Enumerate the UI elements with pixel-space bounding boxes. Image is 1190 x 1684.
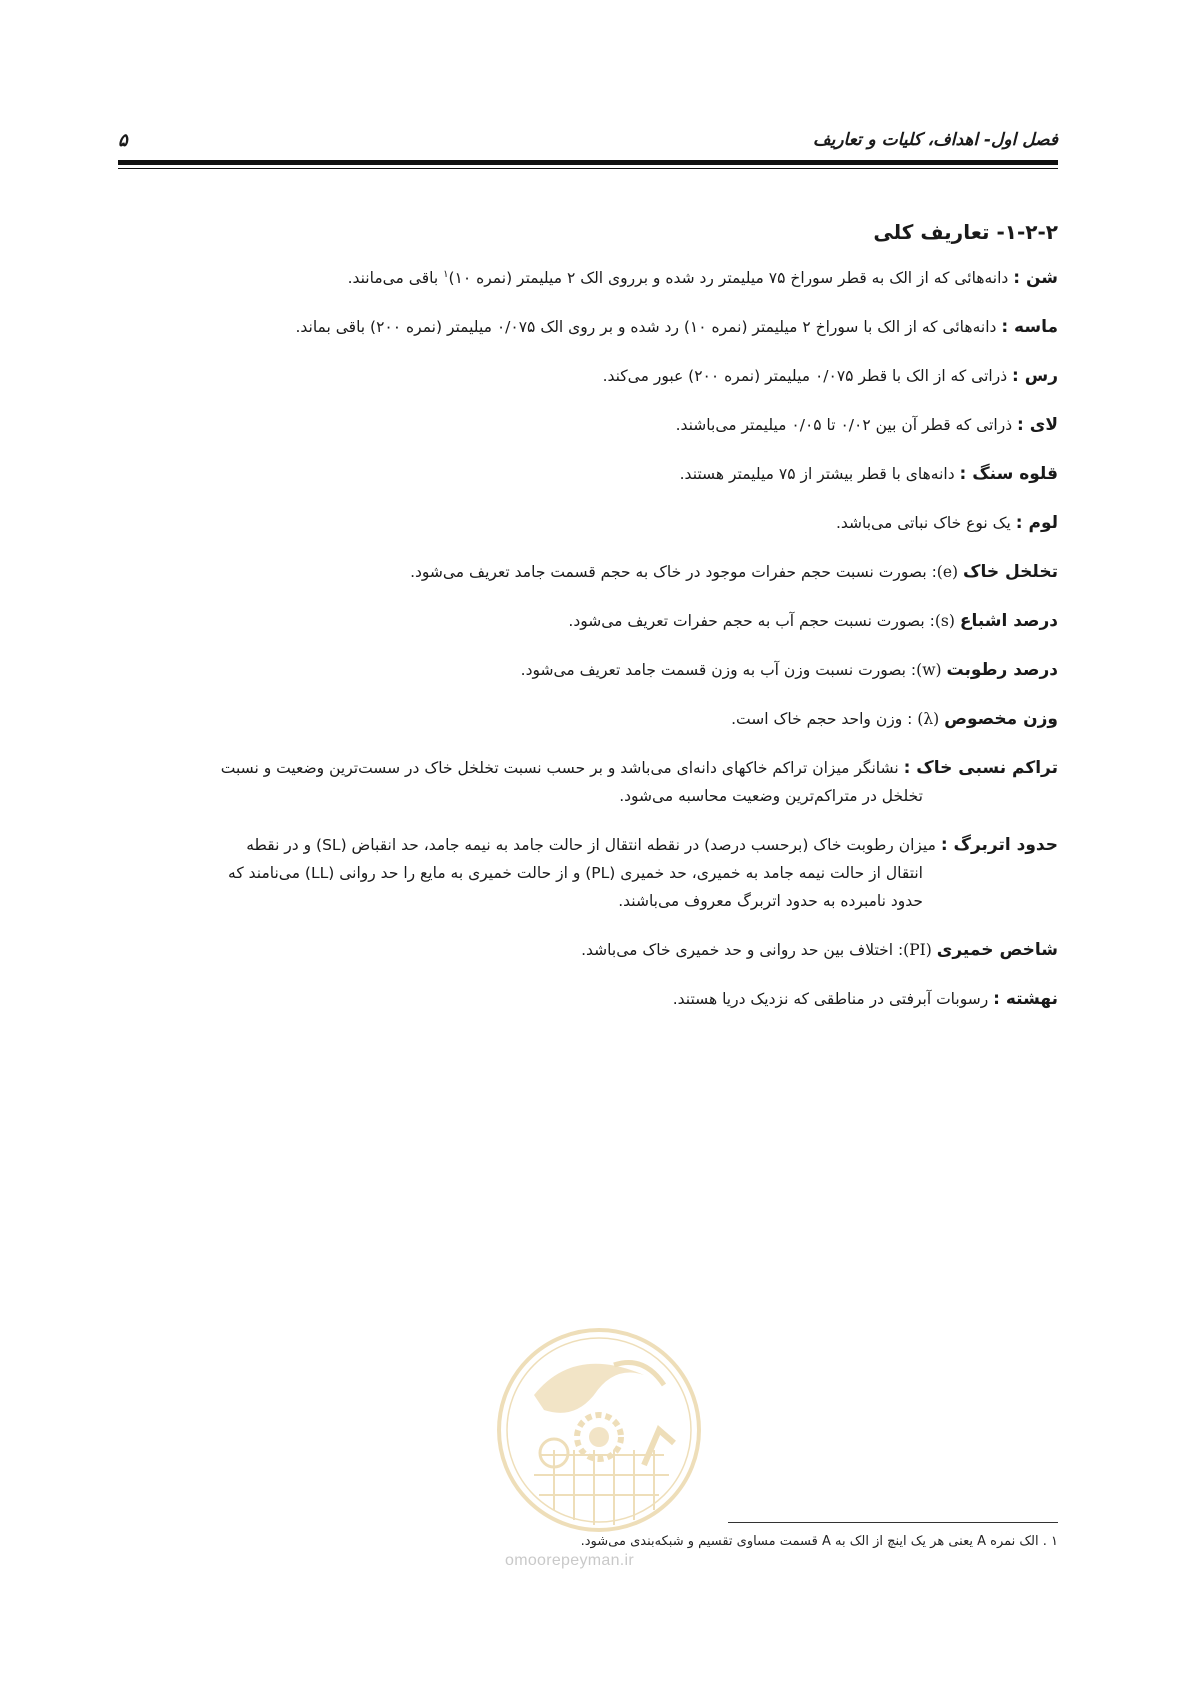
- definition-line-3: حدود نامبرده به حدود اتربرگ معروف می‌باشند.: [618, 892, 923, 910]
- footnote: ۱ . الک نمره A یعنی هر یک اینچ از الک به A قسمت مساوی تقسیم و شبکه‌بندی می‌شود.: [580, 1534, 1058, 1549]
- definition-text-after: باقی می‌مانند.: [347, 269, 444, 287]
- definition-line-2: انتقال از حالت نیمه جامد به خمیری، حد خمیری (PL) و از حالت خمیری به مایع را حد روانی (LL) می‌نامند که: [228, 864, 923, 882]
- term: لوم :: [1015, 513, 1058, 533]
- definition-text: : بصورت نسبت حجم حفرات موجود در خاک به حجم قسمت جامد تعریف می‌شود.: [410, 563, 937, 581]
- term: شاخص خمیری: [936, 940, 1058, 960]
- term: ماسه :: [1001, 317, 1058, 337]
- definition-text: : اختلاف بین حد روانی و حد خمیری خاک می‌باشد.: [581, 941, 904, 959]
- definition-ghloveh-sang: [118, 460, 1058, 488]
- definition-plasticity-index: [118, 936, 1058, 964]
- definition-loam: [118, 509, 1058, 537]
- definition-maseh: [118, 313, 1058, 341]
- definition-text: یک نوع خاک نباتی می‌باشد.: [835, 514, 1016, 532]
- definition-text: : وزن واحد حجم خاک است.: [731, 710, 918, 728]
- term: رس :: [1012, 366, 1058, 386]
- footnote-ref[interactable]: ۱: [443, 268, 449, 280]
- running-head: [118, 130, 1058, 156]
- definition-line-1: نشانگر میزان تراکم خاکهای دانه‌ای می‌باشد و بر حسب نسبت تخلخل خاک در سست‌ترین وضعیت و نسبت: [220, 759, 904, 777]
- definition-relative-density: [118, 754, 1058, 810]
- definition-moisture: [118, 656, 1058, 684]
- definition-porosity: [118, 558, 1058, 586]
- symbol: (e): [936, 563, 964, 581]
- term: درصد اشباع: [959, 611, 1058, 631]
- definition-atterberg-limits: [118, 831, 1058, 915]
- page-number: ۵: [118, 130, 128, 151]
- header-rule-thin: [118, 168, 1058, 169]
- definition-text: دانه‌هائی که از الک به قطر سوراخ ۷۵ میلیمتر رد شده و برروی الک ۲ میلیمتر (نمره ۱۰): [448, 269, 1014, 287]
- definition-line-1: میزان رطوبت خاک (برحسب درصد) در نقطه انتقال از حالت جامد به نیمه جامد، حد انقباض (SL) و در نقطه: [246, 836, 941, 854]
- watermark-url: omoorepeyman.ir: [505, 1552, 634, 1569]
- term: درصد رطوبت: [946, 660, 1058, 680]
- symbol: (λ): [917, 710, 945, 728]
- definition-text: ذراتی که قطر آن بین ۰/۰۲ تا ۰/۰۵ میلیمتر می‌باشند.: [675, 416, 1018, 434]
- body-content: [118, 220, 1058, 1034]
- term: قلوه سنگ :: [959, 464, 1058, 484]
- term: حدود اتربرگ :: [940, 835, 1058, 855]
- term: لای :: [1017, 415, 1058, 435]
- symbol: (PI): [903, 941, 937, 959]
- footnote-rule: [728, 1522, 1058, 1523]
- definition-ros: [118, 362, 1058, 390]
- symbol: (s): [934, 612, 960, 630]
- running-title: فصل اول- اهداف، کلیات و تعاریف: [812, 130, 1058, 150]
- definition-text: دانه‌هائی که از الک با سوراخ ۲ میلیمتر (نمره ۱۰) رد شده و بر روی الک ۰/۰۷۵ میلیمتر (نمره ۲۰۰) باقی بماند.: [295, 318, 1002, 336]
- symbol: (w): [916, 661, 947, 679]
- definition-line-2: تخلخل در متراکم‌ترین وضعیت محاسبه می‌شود.: [619, 787, 923, 805]
- term: نهشته :: [993, 989, 1058, 1009]
- term: شن :: [1013, 268, 1058, 288]
- term: وزن مخصوص: [944, 709, 1058, 729]
- definition-text: دانه‌های با قطر بیشتر از ۷۵ میلیمتر هستند.: [679, 465, 960, 483]
- definition-text: رسوبات آبرفتی در مناطقی که نزدیک دریا هستند.: [672, 990, 994, 1008]
- term: تخلخل خاک: [963, 562, 1058, 582]
- definition-shen: [118, 264, 1058, 292]
- watermark-logo: [494, 1325, 704, 1535]
- definition-saturation: [118, 607, 1058, 635]
- definition-text: : بصورت نسبت وزن آب به وزن قسمت جامد تعریف می‌شود.: [520, 661, 917, 679]
- definition-nahshteh: [118, 985, 1058, 1013]
- term: تراکم نسبی خاک :: [903, 758, 1058, 778]
- definition-text: ذراتی که از الک با قطر ۰/۰۷۵ میلیمتر (نمره ۲۰۰) عبور می‌کند.: [602, 367, 1013, 385]
- definition-lay: [118, 411, 1058, 439]
- section-heading: ۱-۲-۲- تعاریف کلی: [873, 220, 1058, 244]
- definition-unit-weight: [118, 705, 1058, 733]
- definition-text: : بصورت نسبت حجم آب به حجم حفرات تعریف می‌شود.: [568, 612, 935, 630]
- header-rule-thick: [118, 160, 1058, 165]
